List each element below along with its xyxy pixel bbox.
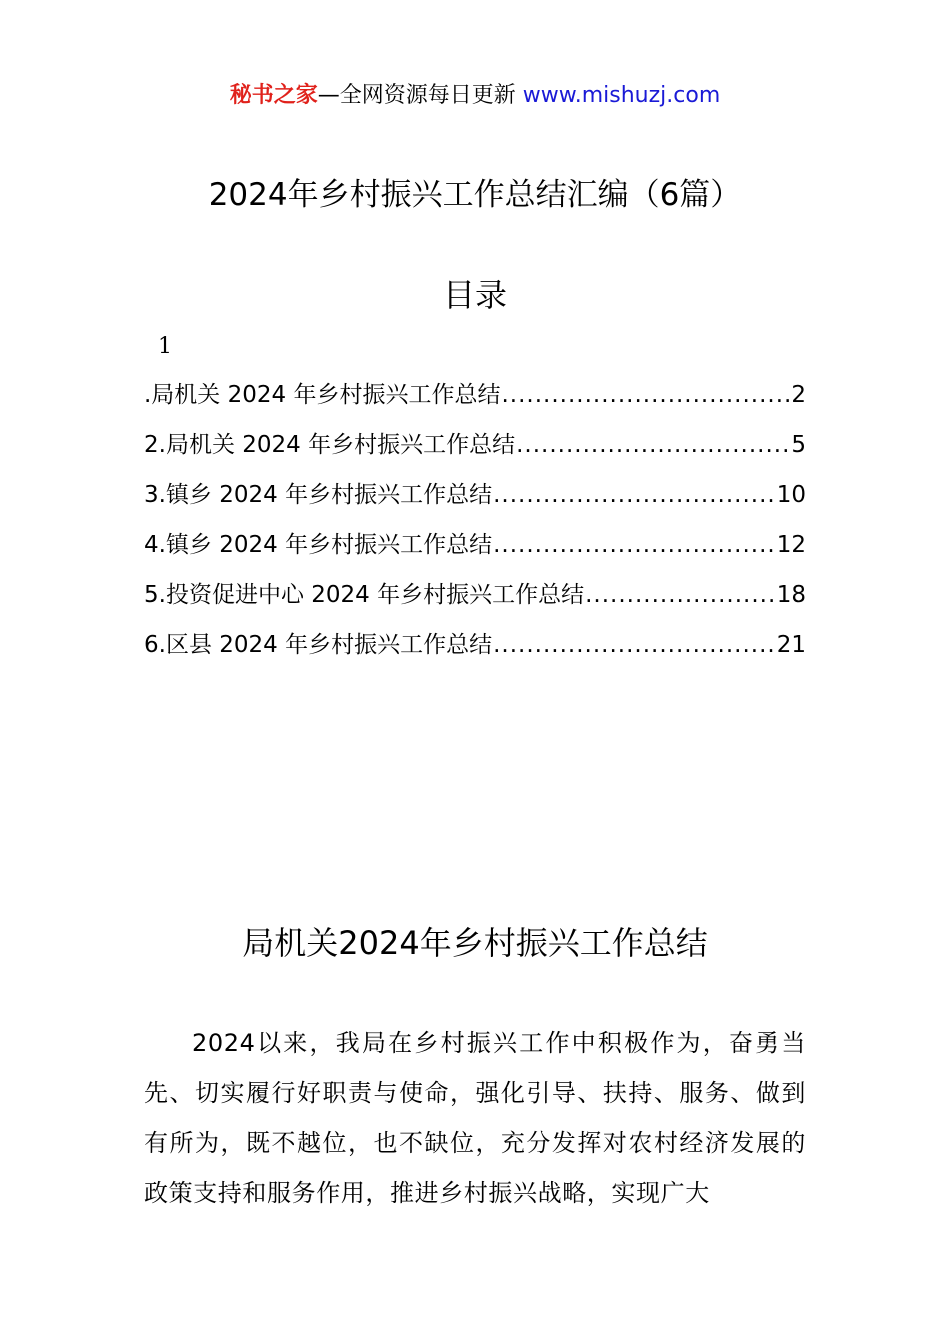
toc-entry-label: 6.区县 2024 年乡村振兴工作总结 (144, 632, 493, 658)
section-title: 局机关2024年乡村振兴工作总结 (242, 924, 708, 962)
toc-entry-page: 5 (791, 432, 806, 458)
toc-dot-leader (585, 575, 776, 615)
site-url-link[interactable]: www.mishuzj.com (522, 83, 721, 108)
toc-dot-leader (493, 625, 776, 665)
site-header (0, 80, 950, 112)
body-paragraph: 2024以来，我局在乡村振兴工作中积极作为，奋勇当先、切实履行好职责与使命，强化引导、扶持、服务、做到有所为，既不越位，也不缺位，充分发挥对农村经济发展的政策支持和服务作用，推进乡村振兴战略，实现广大 (144, 1029, 806, 1207)
document-title: 2024年乡村振兴工作总结汇编（6篇） (208, 177, 742, 213)
toc-entry-label: 4.镇乡 2024 年乡村振兴工作总结 (144, 532, 493, 558)
toc-entry-page: 18 (776, 582, 806, 608)
site-brand: 秘书之家 (229, 83, 318, 108)
toc-entry[interactable] (144, 475, 806, 525)
toc-dot-leader (493, 475, 776, 515)
toc-entry-label: 2.局机关 2024 年乡村振兴工作总结 (144, 432, 516, 458)
toc-entry-label: .局机关 2024 年乡村振兴工作总结 (144, 382, 501, 408)
toc-entry-page: 12 (776, 532, 806, 558)
toc-entry[interactable] (144, 525, 806, 575)
toc-dot-leader (501, 375, 790, 415)
toc-dot-leader (493, 525, 776, 565)
toc-entry-page: 21 (776, 632, 806, 658)
toc-entry-label: 3.镇乡 2024 年乡村振兴工作总结 (144, 482, 493, 508)
toc-stray-number: 1 (158, 334, 172, 359)
toc-entry[interactable] (144, 425, 806, 475)
toc-entry[interactable] (144, 625, 806, 675)
toc-entry[interactable] (144, 375, 806, 425)
toc-entry-page: 10 (776, 482, 806, 508)
toc-heading: 目录 (442, 276, 507, 314)
site-slogan: —全网资源每日更新 (317, 83, 523, 108)
toc-entry-page: 2 (791, 382, 806, 408)
table-of-contents (144, 375, 806, 675)
toc-dot-leader (516, 425, 790, 465)
toc-entry-label: 5.投资促进中心 2024 年乡村振兴工作总结 (144, 582, 585, 608)
toc-entry[interactable] (144, 575, 806, 625)
